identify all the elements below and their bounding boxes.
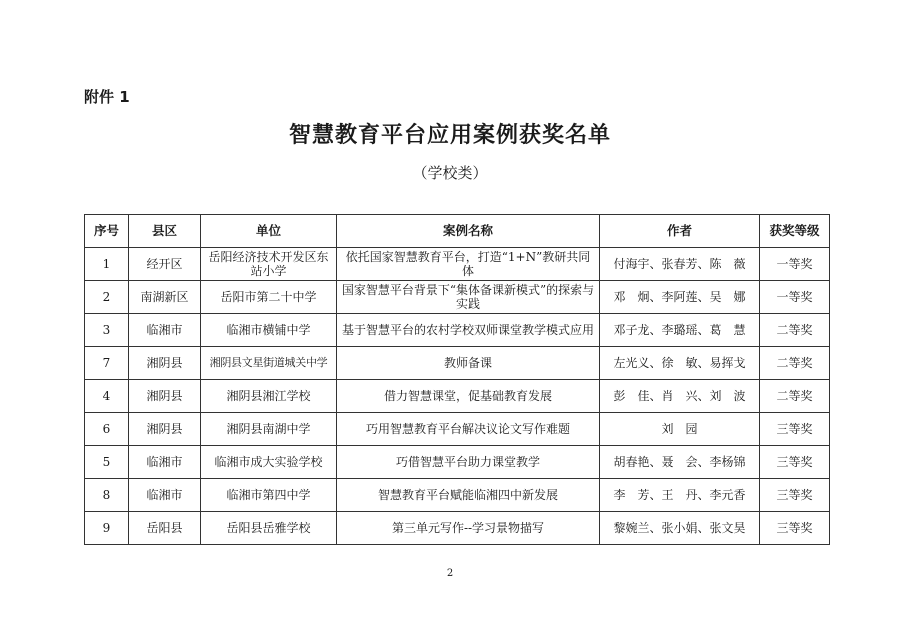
cell-award: 二等奖: [760, 347, 830, 380]
cell-author: 李 芳、王 丹、李元香: [600, 479, 760, 512]
cell-author: 左光义、徐 敏、易挥戈: [600, 347, 760, 380]
cell-award: 二等奖: [760, 314, 830, 347]
cell-case: 基于智慧平台的农村学校双师课堂教学模式应用: [337, 314, 600, 347]
table-row: [85, 413, 830, 446]
cell-county: 湘阴县: [129, 413, 201, 446]
table-row: [85, 347, 830, 380]
document-subtitle: （学校类）: [412, 164, 488, 182]
cell-author: 黎婉兰、张小娟、张文昊: [600, 512, 760, 545]
cell-case: 教师备课: [337, 347, 600, 380]
cell-award: 三等奖: [760, 413, 830, 446]
cell-author: 邓子龙、李璐瑶、葛 慧: [600, 314, 760, 347]
cell-award: 三等奖: [760, 512, 830, 545]
cell-case: 智慧教育平台赋能临湘四中新发展: [337, 479, 600, 512]
cell-author: 刘 园: [600, 413, 760, 446]
cell-county: 临湘市: [129, 479, 201, 512]
header-award: 获奖等级: [760, 215, 830, 248]
cell-case: 巧用智慧教育平台解决议论文写作难题: [337, 413, 600, 446]
cell-county: 临湘市: [129, 314, 201, 347]
table-row: [85, 380, 830, 413]
document-title: 智慧教育平台应用案例获奖名单: [288, 123, 611, 148]
cell-unit: 临湘市横铺中学: [201, 314, 337, 347]
cell-case: 国家智慧平台背景下“集体备课新模式”的探索与实践: [337, 281, 600, 314]
cell-no: 6: [85, 413, 129, 446]
table-row: [85, 281, 830, 314]
cell-award: 三等奖: [760, 446, 830, 479]
cell-no: 9: [85, 512, 129, 545]
cell-unit: 临湘市第四中学: [201, 479, 337, 512]
cell-author: 胡春艳、聂 会、李杨锦: [600, 446, 760, 479]
table-row: [85, 248, 830, 281]
cell-author: 彭 佳、肖 兴、刘 波: [600, 380, 760, 413]
cell-unit: 岳阳县岳雅学校: [201, 512, 337, 545]
cell-unit: 临湘市成大实验学校: [201, 446, 337, 479]
cell-award: 一等奖: [760, 248, 830, 281]
header-author: 作者: [600, 215, 760, 248]
cell-no: 3: [85, 314, 129, 347]
cell-county: 湘阴县: [129, 347, 201, 380]
cell-county: 临湘市: [129, 446, 201, 479]
table-row: [85, 314, 830, 347]
cell-case: 借力智慧课堂，促基础教育发展: [337, 380, 600, 413]
cell-unit: 岳阳市第二十中学: [201, 281, 337, 314]
table-row: [85, 512, 830, 545]
table-header-row: [85, 215, 830, 248]
cell-award: 一等奖: [760, 281, 830, 314]
table-row: [85, 479, 830, 512]
cell-no: 7: [85, 347, 129, 380]
cell-author: 邓 炯、李阿莲、吴 娜: [600, 281, 760, 314]
cell-award: 二等奖: [760, 380, 830, 413]
cell-no: 1: [85, 248, 129, 281]
awards-table: [84, 214, 830, 545]
header-county: 县区: [129, 215, 201, 248]
cell-case: 依托国家智慧教育平台，打造“1+N”教研共同体: [337, 248, 600, 281]
cell-unit: 湘阴县文星街道城关中学: [201, 347, 337, 380]
cell-case: 巧借智慧平台助力课堂教学: [337, 446, 600, 479]
page-number: 2: [446, 568, 454, 579]
cell-author: 付海宇、张春芳、陈 薇: [600, 248, 760, 281]
header-no: 序号: [85, 215, 129, 248]
cell-no: 5: [85, 446, 129, 479]
cell-no: 8: [85, 479, 129, 512]
cell-county: 南湖新区: [129, 281, 201, 314]
header-case: 案例名称: [337, 215, 600, 248]
cell-unit: 湘阴县湘江学校: [201, 380, 337, 413]
cell-unit: 湘阴县南湖中学: [201, 413, 337, 446]
cell-county: 湘阴县: [129, 380, 201, 413]
cell-no: 2: [85, 281, 129, 314]
cell-no: 4: [85, 380, 129, 413]
cell-unit: 岳阳经济技术开发区东站小学: [201, 248, 337, 281]
cell-award: 三等奖: [760, 479, 830, 512]
cell-county: 经开区: [129, 248, 201, 281]
cell-county: 岳阳县: [129, 512, 201, 545]
cell-case: 第三单元写作--学习景物描写: [337, 512, 600, 545]
header-unit: 单位: [201, 215, 337, 248]
attachment-label: 附件 1: [84, 88, 130, 106]
table-row: [85, 446, 830, 479]
